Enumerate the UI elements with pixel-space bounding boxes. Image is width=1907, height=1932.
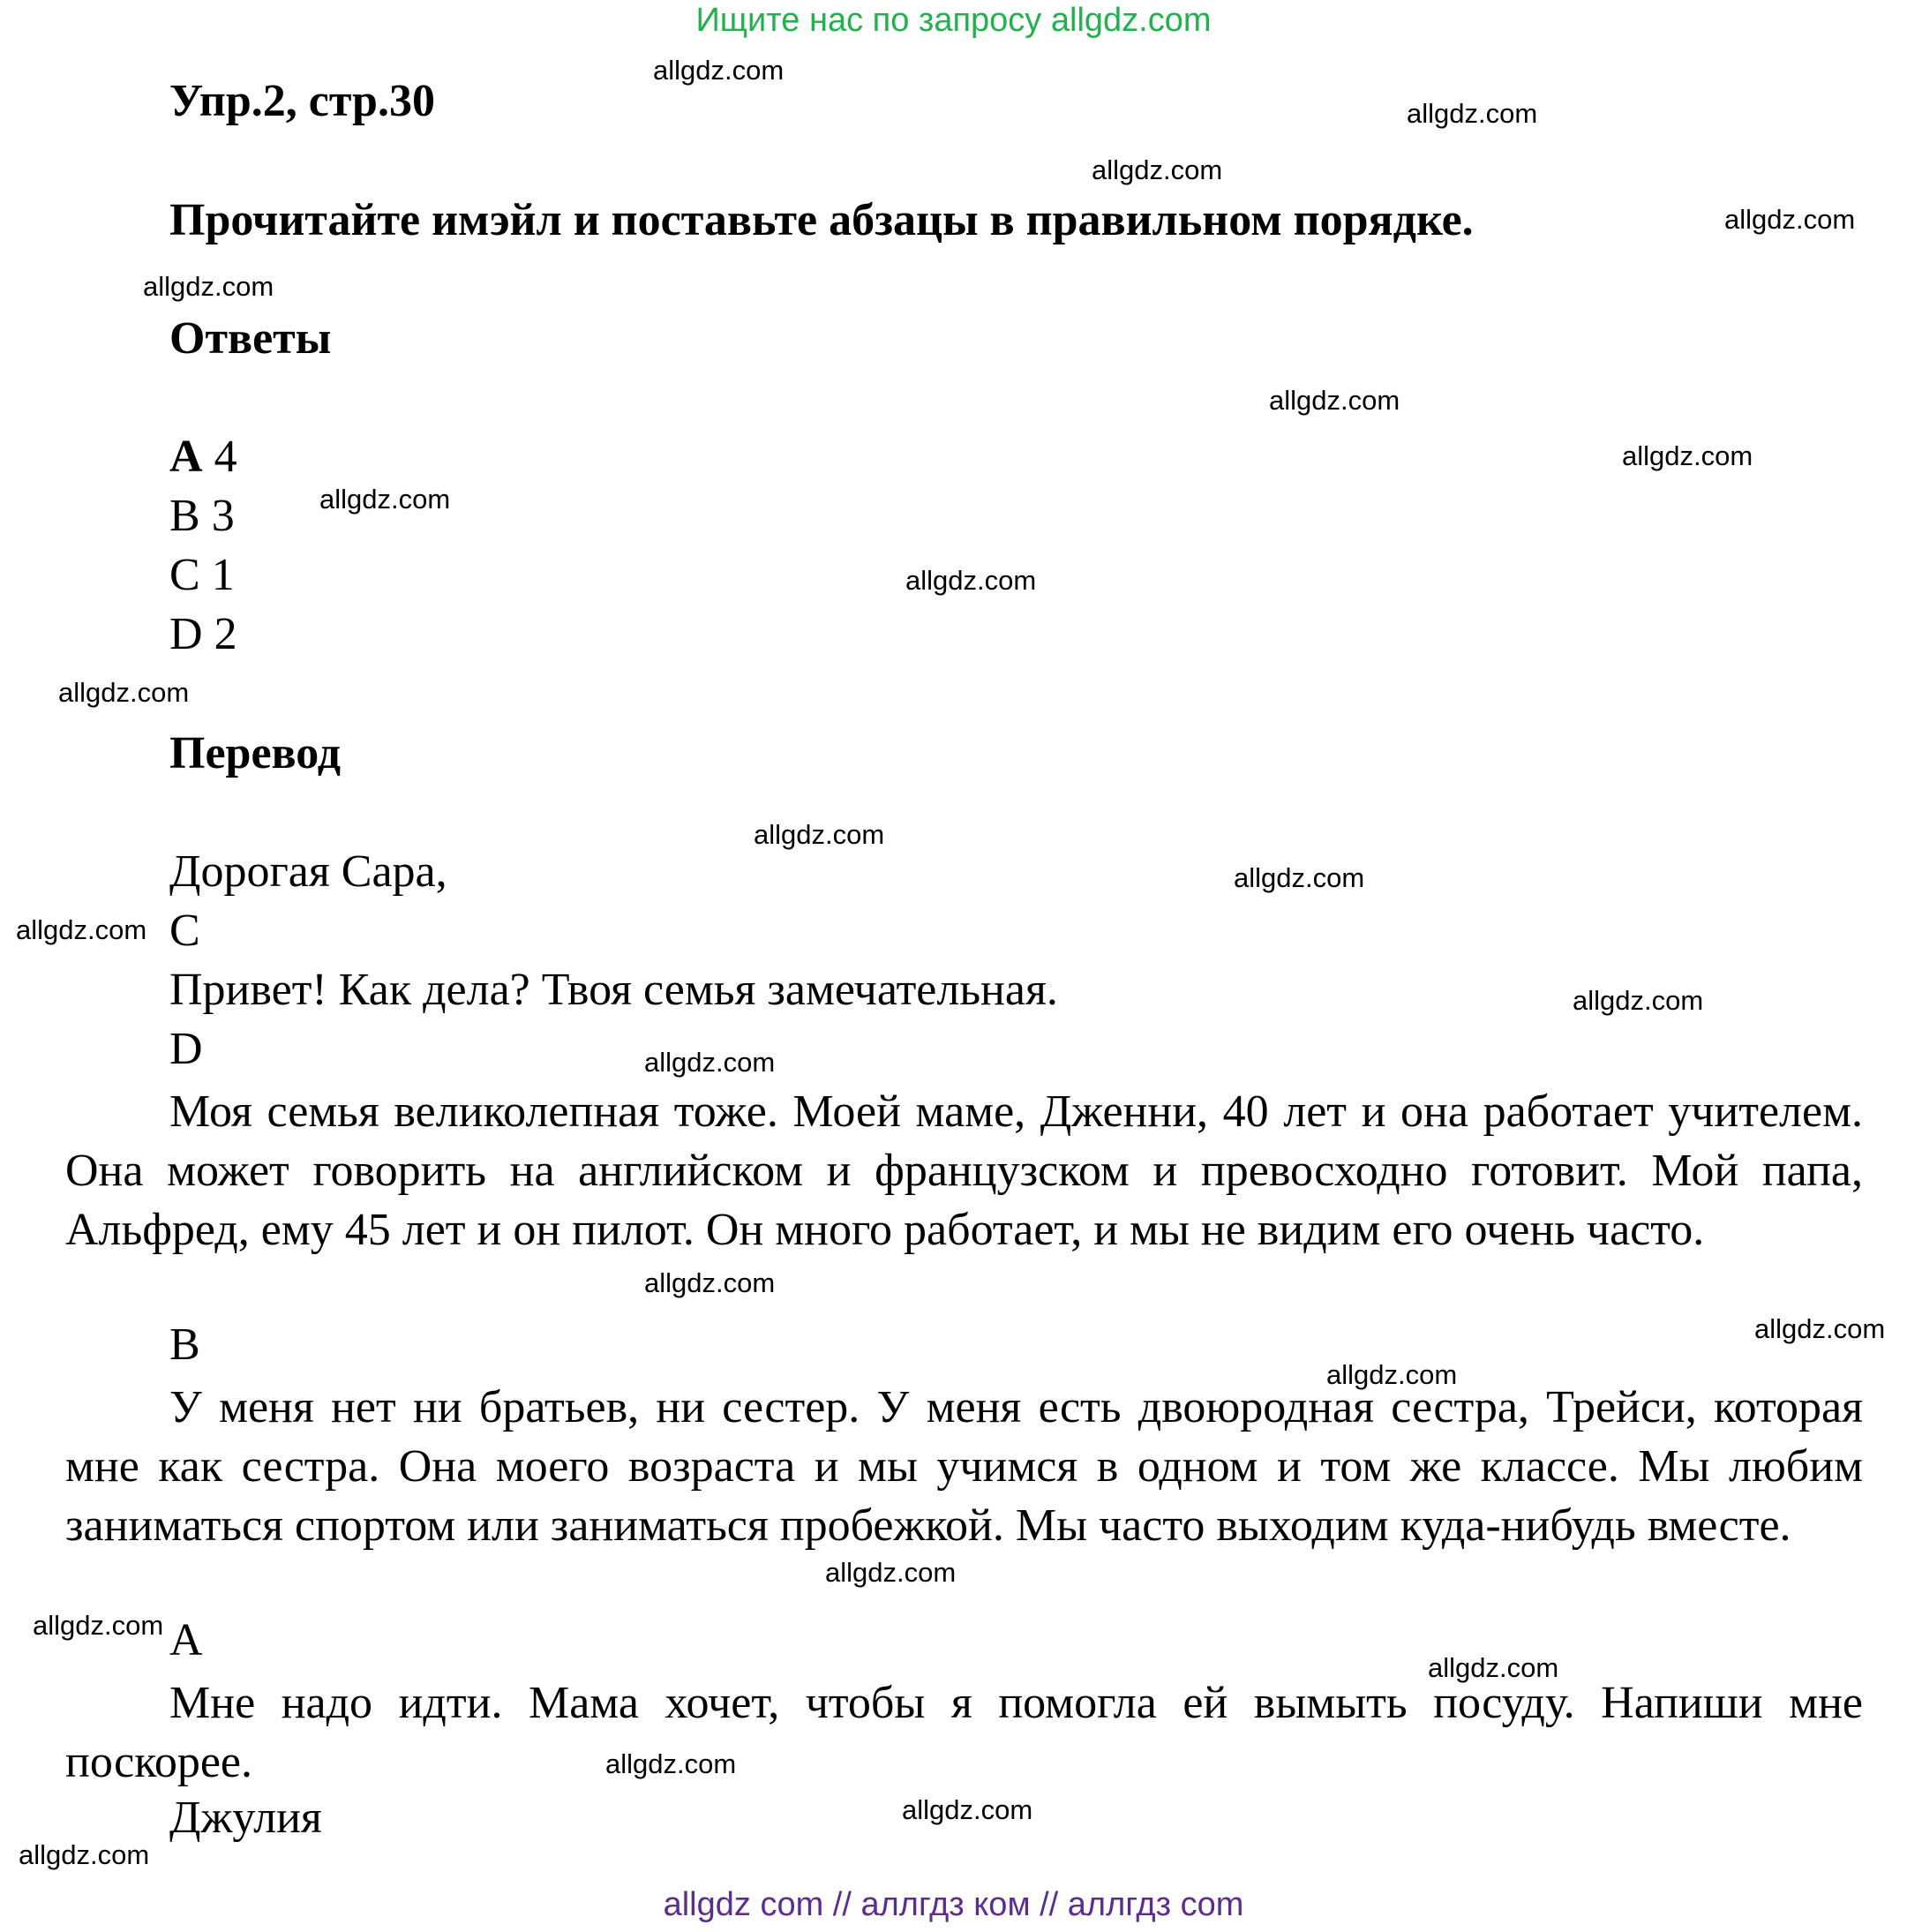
- paragraph-label-d: D: [169, 1024, 203, 1074]
- answer-number: 2: [214, 609, 237, 659]
- watermark: allgdz.com: [905, 565, 1037, 596]
- paragraph-text-a: Мне надо идти. Мама хочет, чтобы я помогла ей вымыть посуду. Напиши мне поскорее.: [65, 1678, 1863, 1787]
- watermark: allgdz.com: [902, 1794, 1033, 1825]
- watermark: allgdz.com: [644, 1267, 776, 1298]
- paragraph-label-b: B: [169, 1319, 200, 1370]
- paragraph-label-c: C: [169, 906, 200, 956]
- watermark: allgdz.com: [1326, 1359, 1458, 1390]
- watermark: allgdz.com: [1573, 985, 1704, 1016]
- answer-letter: D: [169, 609, 203, 659]
- watermark: allgdz.com: [825, 1557, 957, 1588]
- answer-number: 1: [211, 550, 235, 600]
- answer-letter: C: [169, 550, 200, 600]
- watermark: allgdz.com: [653, 55, 785, 86]
- paragraph-text-b: У меня нет ни братьев, ни сестер. У меня есть двоюродная сестра, Трейси, которая мне как сестра. Она моего возраста и мы учимся в одном и том же классе. Мы любим заниматься спортом или заниматься пробежкой. Мы часто выходим куда-нибудь вместе.: [65, 1382, 1863, 1551]
- answer-item: [169, 431, 237, 484]
- answer-item: [169, 490, 235, 543]
- watermark: allgdz.com: [754, 819, 885, 850]
- watermark: allgdz.com: [1724, 204, 1856, 235]
- answer-letter: A: [169, 432, 203, 482]
- watermark: allgdz.com: [1234, 862, 1365, 893]
- paragraph-label-a: A: [169, 1615, 203, 1665]
- answer-item: [169, 549, 235, 602]
- watermark: allgdz.com: [1754, 1313, 1886, 1344]
- watermark: allgdz.com: [1407, 98, 1538, 129]
- exercise-title: Упр.2, стр.30: [169, 76, 435, 126]
- watermark: allgdz.com: [605, 1748, 737, 1779]
- watermark: allgdz.com: [19, 1839, 150, 1870]
- watermark: allgdz.com: [33, 1610, 164, 1641]
- watermark: allgdz.com: [644, 1047, 776, 1078]
- watermark: allgdz.com: [16, 914, 147, 945]
- footer-banner: allgdz com // аллгдз ком // аллгдз com: [663, 1886, 1244, 1923]
- header-banner: Ищите нас по запросу allgdz.com: [695, 2, 1212, 39]
- answer-item: [169, 608, 237, 661]
- answers-heading: Ответы: [169, 313, 332, 364]
- watermark: allgdz.com: [58, 677, 190, 708]
- watermark: allgdz.com: [319, 484, 451, 515]
- email-greeting: Дорогая Сара,: [169, 846, 447, 897]
- paragraph-text-d: Моя семья великолепная тоже. Моей маме, Дженни, 40 лет и она работает учителем. Она может говорить на английском и французском и превосходно готовит. Мой папа, Альфред, ему 45 лет и он пилот. Он много работает, и мы не видим его очень часто.: [65, 1086, 1863, 1255]
- email-signature: Джулия: [169, 1793, 322, 1843]
- translation-heading: Перевод: [169, 728, 342, 778]
- watermark: allgdz.com: [1622, 440, 1753, 471]
- answer-number: 4: [214, 432, 237, 482]
- answer-letter: B: [169, 491, 200, 541]
- watermark: allgdz.com: [1092, 154, 1223, 185]
- watermark: allgdz.com: [1269, 385, 1400, 416]
- watermark: allgdz.com: [143, 271, 274, 302]
- exercise-task: Прочитайте имэйл и поставьте абзацы в правильном порядке.: [169, 195, 1474, 245]
- answer-number: 3: [211, 491, 235, 541]
- paragraph-text-c: Привет! Как дела? Твоя семья замечательная.: [169, 965, 1058, 1015]
- watermark: allgdz.com: [1428, 1652, 1559, 1683]
